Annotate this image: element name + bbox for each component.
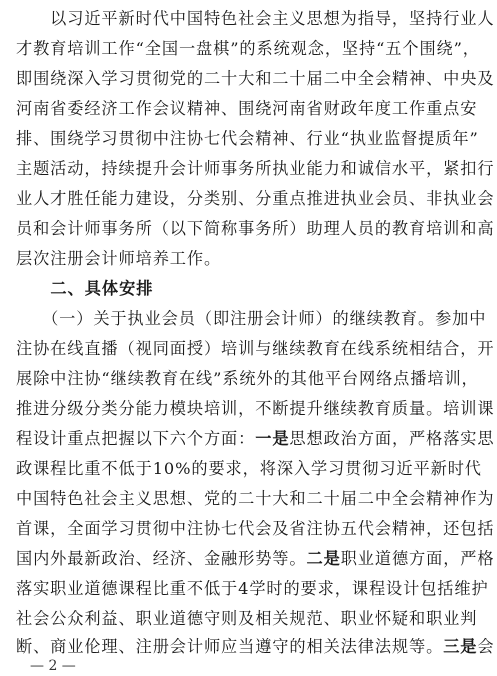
body-text-line: 社会公众利益、职业道德守则及相关规范、职业怀疑和职业判 (16, 609, 478, 628)
body-text-line (16, 636, 494, 658)
body-text-line (16, 428, 494, 450)
body-text-line: 层次注册会计师培养工作。 (16, 249, 222, 268)
body-text-line: 落实职业道德课程比重不低于4学时的要求，课程设计包括维护 (16, 579, 489, 598)
text-run: 国内外最新政治、经济、金融形势等。 (16, 549, 307, 568)
body-text-line: 排、围绕学习贯彻中注协七代会精神、行业“执业监督提质年” (16, 129, 479, 148)
body-text-line: 河南省委经济工作会议精神、围绕河南省财政年度工作重点安 (16, 99, 478, 118)
body-text-line: 首课，全面学习贯彻中注协七代会及省注协五代会精神，还包括 (16, 519, 495, 538)
text-run: 职业道德方面，严格 (340, 549, 495, 568)
body-text-line: 推进分级分类分能力模块培训，不断提升继续教育质量。培训课 (16, 399, 495, 418)
body-text-line: 业人才胜任能力建设，分类别、分重点推进执业会员、非执业会 (16, 189, 495, 208)
text-run: 思想政治方面，严格落实思 (289, 429, 495, 448)
emphasis-text: 三是 (443, 637, 478, 656)
body-text-line (16, 548, 494, 570)
emphasis-text: 一是 (255, 429, 290, 448)
body-text-line: 政课程比重不低于10%的要求，将深入学习贯彻习近平新时代 (16, 459, 482, 478)
page-number: — 2 — (30, 658, 76, 674)
body-text-line: 中国特色社会主义思想、党的二十大和二十届二中全会精神作为 (16, 489, 495, 508)
body-text-line: 注协在线直播（视同面授）培训与继续教育在线系统相结合，开 (16, 339, 495, 358)
body-text-line: 主题活动，持续提升会计师事务所执业能力和诚信水平，紧扣行 (16, 159, 495, 178)
body-text-line: 以习近平新时代中国特色社会主义思想为指导，坚持行业人 (16, 9, 495, 28)
text-run: 程设计重点把握以下六个方面： (16, 429, 256, 448)
text-run: 会 (477, 637, 495, 656)
section-heading: 二、具体安排 (16, 279, 154, 298)
body-text-line: （一）关于执业会员（即注册会计师）的继续教育。参加中 (16, 309, 487, 328)
body-text-line: 即围绕深入学习贯彻党的二十大和二十届二中全会精神、中央及 (16, 69, 495, 88)
body-text-line: 员和会计师事务所（以下简称事务所）助理人员的教育培训和高 (16, 219, 495, 238)
body-text-line: 展除中注协“继续教育在线”系统外的其他平台网络点播培训， (16, 369, 479, 388)
body-text-line: 才教育培训工作“全国一盘棋”的系统观念，坚持“五个围绕”， (16, 39, 480, 58)
text-run: 断、商业伦理、注册会计师应当遵守的相关法律法规等。 (16, 637, 444, 656)
emphasis-text: 二是 (306, 549, 341, 568)
